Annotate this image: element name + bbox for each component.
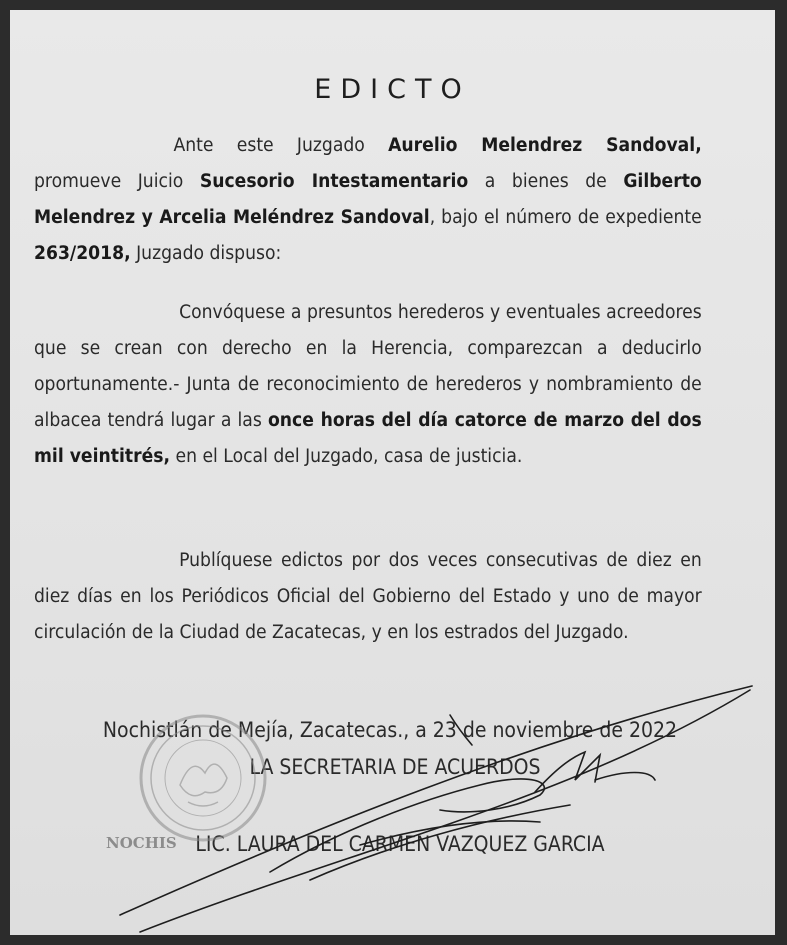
signature-scrawl xyxy=(120,686,752,932)
p3-text-1: Publíquese edictos por dos veces consecutivas de diez en diez días en los Periódicos Oficial del Gobierno del Estado y uno de mayor circulación de la Ciudad de Zacatecas, y en los estrados del Juzgado. xyxy=(34,550,702,643)
trial-type: Sucesorio Intestamentario xyxy=(199,171,469,192)
p2-text-1: Convóquese a presuntos herederos y eventuales acreedores que se crean con derecho en la Herencia, comparezcan a deducirlo oportunamente.- Junta de reconocimiento de herederos y nombramiento de albacea tendrá lugar a las xyxy=(34,302,702,431)
decedents-names: Gilberto Melendrez y Arcelia Meléndrez Sandoval xyxy=(34,171,702,228)
stamp-and-signature-layer xyxy=(10,10,775,935)
stamp-text: NOCHIS xyxy=(106,834,177,852)
case-number: 263/2018, xyxy=(34,243,131,264)
p1-text-2: promueve Juicio xyxy=(34,171,200,192)
place-and-date: Nochistlán de Mejía, Zacatecas., a 23 de noviembre de 2022 xyxy=(102,718,678,742)
document-page xyxy=(10,10,775,935)
signer-name: LIC. LAURA DEL CARMEN VAZQUEZ GARCIA xyxy=(195,832,605,856)
p1-text-3: a bienes de xyxy=(468,171,624,192)
hearing-date: once horas del día catorce de marzo del dos mil veintitrés, xyxy=(34,410,702,467)
promovente-name: Aurelio Melendrez Sandoval, xyxy=(388,135,702,156)
document-title: EDICTO xyxy=(314,74,471,105)
signer-role: LA SECRETARIA DE ACUERDOS xyxy=(249,755,541,779)
p2-text-2: en el Local del Juzgado, casa de justicia. xyxy=(170,446,523,467)
p1-text-5: Juzgado dispuso: xyxy=(130,243,282,264)
p1-text-4: , bajo el número de expediente xyxy=(429,207,702,228)
court-seal xyxy=(141,716,265,840)
p1-text-1: Ante este Juzgado xyxy=(173,135,389,156)
